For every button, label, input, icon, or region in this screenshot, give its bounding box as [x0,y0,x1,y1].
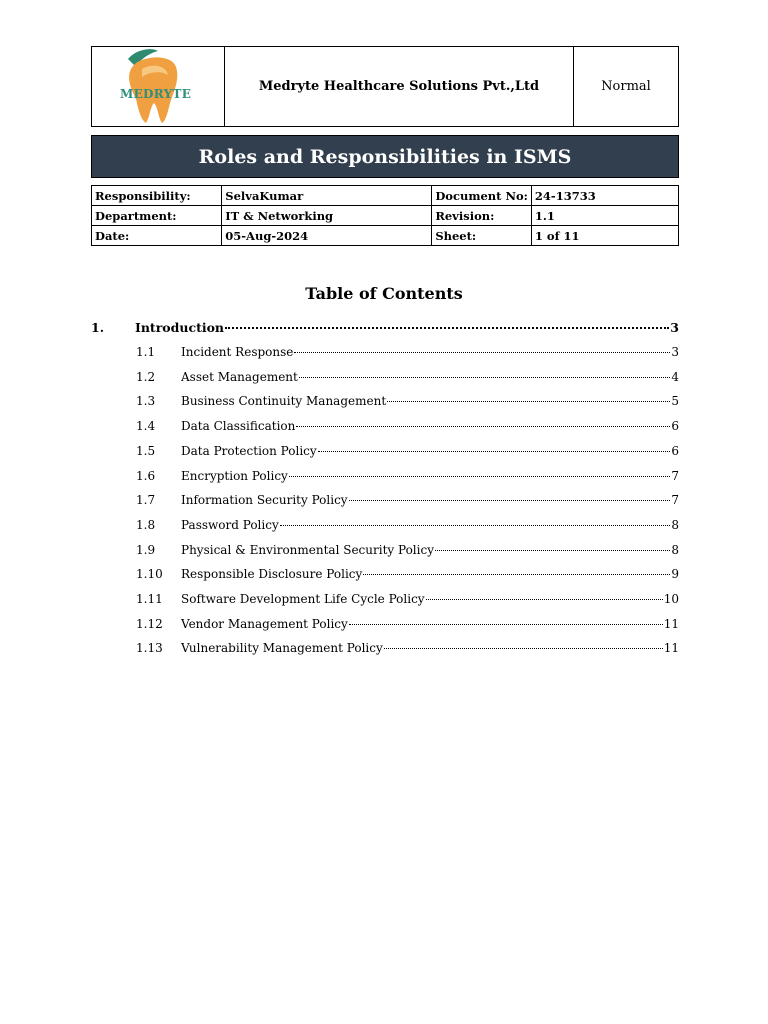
toc-entry-number: 1.8 [136,517,156,532]
date-value: 05-Aug-2024 [222,226,432,246]
toc-entry-number: 1.9 [136,542,156,557]
toc-leader-dots [349,624,663,625]
toc-leader-dots [387,401,670,402]
toc-entry-number: 1.5 [136,443,156,458]
department-value: IT & Networking [222,206,432,226]
toc-leader-dots [435,550,670,551]
toc-leader-dots [294,352,670,353]
toc-entry-page: 3 [671,345,679,359]
toc-leader-dots [349,500,671,501]
responsibility-value: SelvaKumar [222,186,432,206]
toc-entry-page: 11 [663,641,679,656]
toc-entry[interactable] [136,394,679,414]
toc-leader-dots [289,476,671,477]
toc-entry-title: Data Protection Policy [181,443,317,458]
toc-entry-title: Responsible Disclosure Policy [181,567,363,582]
toc-entry[interactable] [136,567,679,587]
toc-entry-title: Asset Management [181,369,298,384]
toc-entry[interactable] [136,493,679,513]
toc-entry-title: Incident Response [181,345,294,359]
toc-entry[interactable] [136,592,679,612]
toc-heading: Table of Contents [305,284,463,303]
toc-entry-page: 3 [670,320,679,335]
toc-entry[interactable] [136,444,679,464]
toc-entry-title: Information Security Policy [181,493,348,508]
sheet-value: 1 of 11 [531,226,678,246]
toc-leader-dots [280,525,671,526]
toc-entry[interactable] [136,419,679,439]
toc-entry-title: Encryption Policy [181,468,288,483]
toc-entry[interactable] [136,345,679,365]
toc-leader-dots [296,426,670,427]
document-header [91,46,679,127]
classification-label: Normal [601,79,651,94]
toc-entry-number: 1.13 [136,641,163,656]
toc-entry[interactable] [136,518,679,538]
toc-entry-number: 1.7 [136,493,156,508]
toc-entry-title: Business Continuity Management [181,394,387,409]
sheet-label: Sheet: [432,226,532,246]
toc-leader-dots [426,599,663,600]
department-label: Department: [92,206,222,226]
toc-entry[interactable] [136,617,679,637]
document-no-label: Document No: [432,186,532,206]
date-label: Date: [92,226,222,246]
company-name: Medryte Healthcare Solutions Pvt.,Ltd [225,47,574,126]
toc-entry[interactable] [136,469,679,489]
toc-entry-page: 6 [671,443,679,458]
toc-main-entry[interactable] [91,320,679,340]
toc-entry-title: Software Development Life Cycle Policy [181,592,425,606]
toc-entry-page: 4 [671,369,679,384]
toc-entry[interactable] [136,641,679,661]
toc-entry-page: 10 [663,592,679,606]
toc-entry-page: 7 [671,493,679,508]
toc-entry-page: 5 [671,394,679,409]
toc-entry-number: 1.4 [136,419,156,434]
toc-entry-number: 1.10 [136,567,163,582]
document-no-value: 24-13733 [531,186,678,206]
toc-entry-number: 1.12 [136,616,163,631]
toc-entry[interactable] [136,543,679,563]
document-info-table [91,185,679,246]
toc-leader-dots [384,648,663,649]
toc-entry-page: 8 [671,542,679,557]
revision-label: Revision: [432,206,532,226]
toc-entry-title: Vulnerability Management Policy [181,641,383,656]
toc-entry-number: 1.1 [136,345,156,359]
toc-entry-title: Vendor Management Policy [181,616,348,631]
toc-leader-dots [299,377,671,378]
logo-cell [92,47,225,126]
toc-entry-page: 9 [671,567,679,582]
responsibility-label: Responsibility: [92,186,222,206]
toc-entry-page: 6 [671,419,679,434]
toc-entry-page: 11 [663,616,679,631]
toc-entry[interactable] [136,370,679,390]
toc-leader-dots [225,327,669,329]
toc-entry-page: 8 [671,517,679,532]
toc-entry-title: Physical & Environmental Security Policy [181,542,434,557]
table-row [92,226,679,246]
toc-entry-number: 1.3 [136,394,156,409]
toc-entry-number: 1.6 [136,468,156,483]
logo-text: MEDRYTE [120,87,192,101]
toc-entry-title: Password Policy [181,517,279,532]
table-row [92,206,679,226]
toc-entry-title: Introduction [135,320,225,335]
revision-value: 1.1 [531,206,678,226]
toc-leader-dots [363,574,670,575]
toc-entry-number: 1.11 [136,592,163,606]
toc-entry-number: 1. [91,320,105,335]
document-title: Roles and Responsibilities in ISMS [91,135,679,178]
table-row [92,186,679,206]
toc-entry-title: Data Classification [181,419,296,434]
toc-entry-number: 1.2 [136,369,156,384]
toc-entry-page: 7 [671,468,679,483]
toc-leader-dots [318,451,671,452]
